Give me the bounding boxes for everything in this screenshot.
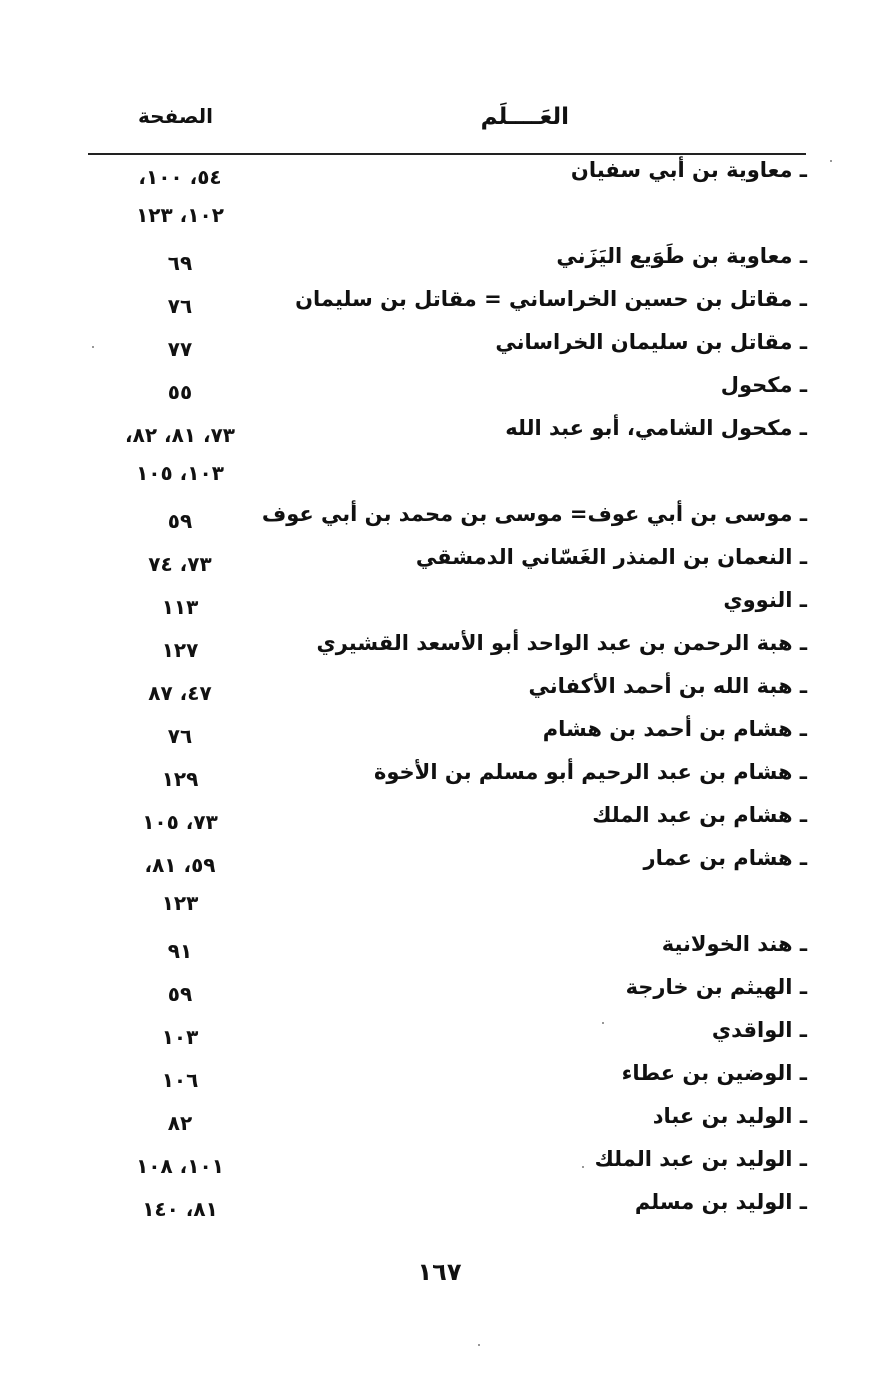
index-entry [0,928,879,971]
entry-pages [96,760,264,798]
entry-pages [96,674,264,712]
entry-name: ـ الوليد بن عباد [652,1104,807,1128]
scan-speck [92,346,94,348]
entry-page-line: ٧٣، ١٠٥ [142,810,218,834]
page-column-heading: الصفحة [138,104,214,128]
entry-pages [96,330,264,368]
entry-page-line: ١٠٢، ١٢٣ [136,203,224,227]
entry-page-line: ٧٣، ٧٤ [148,552,212,576]
index-entry [0,1057,879,1100]
index-header [0,96,879,136]
entry-pages [96,588,264,626]
entry-name: ـ الوليد بن عبد الملك [594,1147,807,1171]
entry-name: ـ مكحول [720,373,807,397]
index-entry [0,1143,879,1186]
entry-name: ـ معاوية بن أبي سفيان [570,158,807,182]
index-entry [0,584,879,627]
entry-page-line: ٨٢ [167,1111,193,1135]
index-entry [0,326,879,369]
entry-pages [96,158,264,234]
entry-name: ـ الهيثم بن خارجة [625,975,807,999]
entry-page-line: ٩١ [167,939,193,963]
entry-page-line: ١٢٩ [161,767,199,791]
entry-name: ـ موسى بن أبي عوف= موسى بن محمد بن أبي عوف [261,502,807,526]
entry-page-line: ٥٩، ٨١، [144,853,216,877]
page-number: ١٦٧ [417,1258,462,1286]
index-entry [0,1186,879,1229]
entry-page-line: ٨١، ١٤٠ [142,1197,218,1221]
entry-pages [96,717,264,755]
index-entry [0,670,879,713]
entry-pages [96,975,264,1013]
scan-speck [830,160,832,162]
entry-pages [96,1061,264,1099]
entry-pages [96,932,264,970]
entry-pages [96,631,264,669]
entry-page-line: ٧٦ [167,724,193,748]
entry-page-line: ١٢٣ [161,891,199,915]
entry-page-line: ٥٩ [167,509,193,533]
entry-name: ـ هشام بن أحمد بن هشام [542,717,807,741]
entry-name: ـ النووي [723,588,807,612]
index-entry [0,369,879,412]
index-entry [0,412,879,498]
entry-page-line: ٦٩ [167,251,193,275]
entry-name: ـ مكحول الشامي، أبو عبد الله [505,416,807,440]
index-entry [0,541,879,584]
entry-name: ـ هند الخولانية [661,932,807,956]
entry-name: ـ الوليد بن مسلم [634,1190,807,1214]
entry-pages [96,803,264,841]
entry-name: ـ الوضين بن عطاء [621,1061,807,1085]
entry-pages [96,846,264,922]
index-entry [0,283,879,326]
entry-pages [96,1190,264,1228]
entry-name: ـ مقاتل بن حسين الخراساني = مقاتل بن سليمان [295,287,807,311]
entry-name: ـ الواقدي [711,1018,807,1042]
index-entry [0,756,879,799]
entry-page-line: ٥٥ [167,380,193,404]
entry-pages [96,1018,264,1056]
entry-page-line: ٧٧ [167,337,193,361]
index-entry [0,713,879,756]
entry-pages [96,502,264,540]
entry-page-line: ١١٣ [161,595,199,619]
entry-name: ـ هبة الرحمن بن عبد الواحد أبو الأسعد القشيري [316,631,807,655]
scan-speck [602,1022,604,1024]
entry-page-line: ١٢٧ [161,638,199,662]
entry-page-line: ١٠٣، ١٠٥ [136,461,224,485]
index-entry [0,498,879,541]
index-entry [0,971,879,1014]
index-entries [0,154,879,1229]
name-column-heading: العَــــلَم [480,104,569,130]
entry-name: ـ هشام بن عمار [643,846,807,870]
index-entry [0,1014,879,1057]
entry-pages [96,1104,264,1142]
entry-page-line: ٤٧، ٨٧ [148,681,212,705]
entry-page-line: ٧٣، ٨١، ٨٢، [125,423,235,447]
entry-name: ـ هشام بن عبد الملك [592,803,807,827]
entry-name: ـ هشام بن عبد الرحيم أبو مسلم بن الأخوة [373,760,807,784]
entry-pages [96,373,264,411]
scan-speck [478,1344,480,1346]
entry-pages [96,1147,264,1185]
entry-name: ـ معاوية بن طَوَيع اليَزَني [556,244,807,268]
index-entry [0,842,879,928]
entry-name: ـ هبة الله بن أحمد الأكفاني [528,674,807,698]
entry-pages [96,287,264,325]
entry-page-line: ١٠٣ [161,1025,199,1049]
index-entry [0,154,879,240]
index-entry [0,627,879,670]
entry-page-line: ٥٩ [167,982,193,1006]
entry-pages [96,244,264,282]
entry-page-line: ٥٤، ١٠٠، [138,165,222,189]
index-entry [0,799,879,842]
entry-pages [96,545,264,583]
index-entry [0,240,879,283]
entry-pages [96,416,264,492]
entry-name: ـ النعمان بن المنذر الغَسّاني الدمشقي [415,545,807,569]
entry-page-line: ٧٦ [167,294,193,318]
scan-speck [582,1166,584,1168]
entry-page-line: ١٠٦ [161,1068,199,1092]
entry-name: ـ مقاتل بن سليمان الخراساني [495,330,807,354]
index-entry [0,1100,879,1143]
entry-page-line: ١٠١، ١٠٨ [136,1154,224,1178]
